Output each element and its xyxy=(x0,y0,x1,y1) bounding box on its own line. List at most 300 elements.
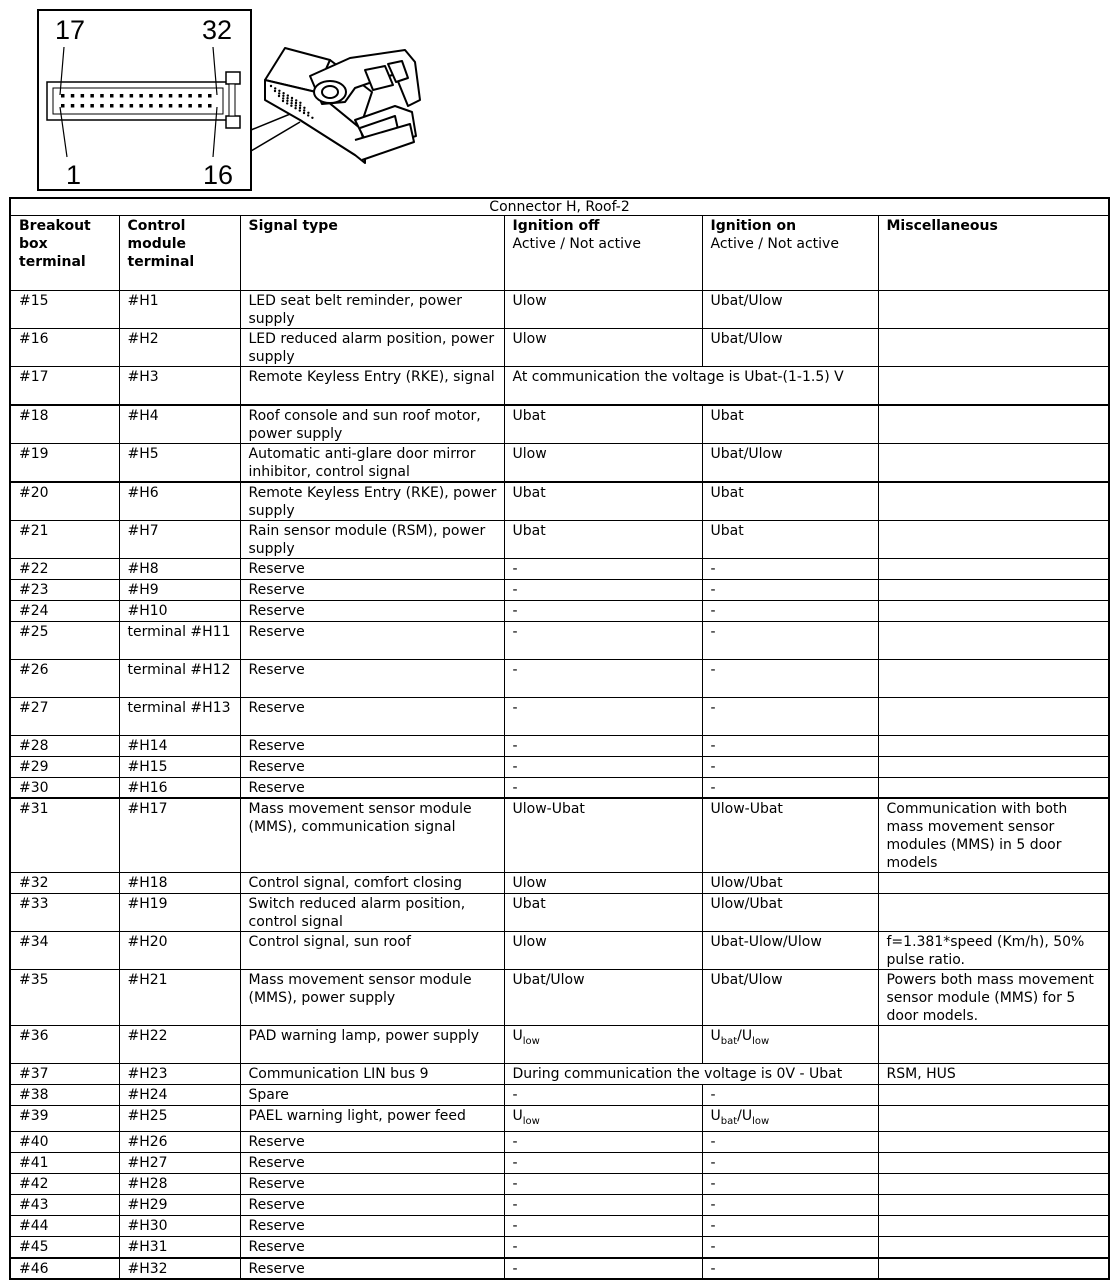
control-terminal-cell: #H27 xyxy=(119,1153,240,1174)
breakout-terminal-cell: #37 xyxy=(10,1064,119,1085)
miscellaneous-cell xyxy=(878,291,1109,329)
ignition-on-subscript: low xyxy=(752,1116,770,1127)
signal-type-cell: Control signal, sun roof xyxy=(240,932,504,970)
plug-pin-hole xyxy=(274,90,276,92)
ignition-on-base: U xyxy=(710,1028,721,1044)
connector-pin xyxy=(120,104,124,108)
ignition-on-cell: - xyxy=(702,1174,878,1195)
pin-label-1: 1 xyxy=(66,160,82,190)
plug-pin-hole xyxy=(299,102,301,104)
ignition-off-cell xyxy=(504,1026,702,1064)
ignition-off-cell: - xyxy=(504,1174,702,1195)
ignition-on-cell: - xyxy=(702,1258,878,1279)
miscellaneous-cell xyxy=(878,1258,1109,1279)
table-row xyxy=(10,443,1109,482)
miscellaneous-cell xyxy=(878,1085,1109,1106)
breakout-terminal-cell: #45 xyxy=(10,1237,119,1258)
control-terminal-cell: #H2 xyxy=(119,329,240,367)
ignition-off-cell: Ulow xyxy=(504,329,702,367)
table-row xyxy=(10,482,1109,521)
connector-pin xyxy=(120,94,124,98)
connector-diagram xyxy=(0,0,460,195)
ignition-on-cell: - xyxy=(702,600,878,621)
table-row xyxy=(10,1064,1109,1085)
table-row xyxy=(10,932,1109,970)
breakout-terminal-cell: #30 xyxy=(10,777,119,798)
ignition-on-cell: - xyxy=(702,697,878,735)
control-terminal-cell: #H28 xyxy=(119,1174,240,1195)
plug-pin-hole xyxy=(290,102,292,104)
header-breakout: Breakout box terminal xyxy=(10,216,119,291)
table-row xyxy=(10,367,1109,405)
breakout-terminal-cell: #44 xyxy=(10,1216,119,1237)
ignition-off-cell: - xyxy=(504,756,702,777)
breakout-terminal-cell: #43 xyxy=(10,1195,119,1216)
signal-type-cell: Remote Keyless Entry (RKE), signal xyxy=(240,367,504,405)
ignition-on-cell: - xyxy=(702,579,878,600)
table-row xyxy=(10,1026,1109,1064)
signal-type-cell: Communication LIN bus 9 xyxy=(240,1064,504,1085)
ignition-on-cell: Ulow/Ubat xyxy=(702,894,878,932)
signal-type-cell: Reserve xyxy=(240,579,504,600)
plug-pin-hole xyxy=(295,102,297,104)
control-terminal-cell: #H18 xyxy=(119,873,240,894)
ignition-span-cell: During communication the voltage is 0V - Ubat xyxy=(504,1064,878,1085)
plug-pin-hole xyxy=(286,100,288,102)
connector-pin xyxy=(188,94,192,98)
breakout-terminal-cell: #20 xyxy=(10,482,119,521)
table-body xyxy=(10,198,1109,1279)
control-terminal-cell: #H6 xyxy=(119,482,240,521)
ignition-on-cell xyxy=(702,1026,878,1064)
miscellaneous-cell xyxy=(878,558,1109,579)
connector-pin xyxy=(81,94,85,98)
control-terminal-cell: #H20 xyxy=(119,932,240,970)
ignition-on-separator: /U xyxy=(737,1108,753,1124)
ignition-off-base: U xyxy=(512,1108,523,1124)
ignition-on-cell: - xyxy=(702,756,878,777)
signal-type-cell: LED seat belt reminder, power supply xyxy=(240,291,504,329)
ignition-off-cell: Ulow xyxy=(504,443,702,482)
signal-type-cell: Reserve xyxy=(240,1195,504,1216)
table-title: Connector H, Roof-2 xyxy=(10,198,1109,216)
control-terminal-cell: #H10 xyxy=(119,600,240,621)
miscellaneous-cell xyxy=(878,520,1109,558)
connector-pin xyxy=(90,104,94,108)
miscellaneous-cell xyxy=(878,1026,1109,1064)
table-row xyxy=(10,1106,1109,1132)
ignition-on-cell: - xyxy=(702,1195,878,1216)
ignition-on-cell: - xyxy=(702,558,878,579)
signal-type-cell: PAD warning lamp, power supply xyxy=(240,1026,504,1064)
signal-type-cell: Reserve xyxy=(240,777,504,798)
control-terminal-cell: #H30 xyxy=(119,1216,240,1237)
connector-pin xyxy=(71,94,75,98)
ignition-off-base: U xyxy=(512,1028,523,1044)
ignition-off-subscript: low xyxy=(522,1116,540,1127)
breakout-terminal-cell: #25 xyxy=(10,621,119,659)
miscellaneous-cell xyxy=(878,482,1109,521)
ignition-off-cell: - xyxy=(504,1258,702,1279)
connector-pin xyxy=(198,94,202,98)
miscellaneous-cell xyxy=(878,756,1109,777)
ignition-on-subscript: low xyxy=(752,1036,770,1047)
miscellaneous-cell: Powers both mass movement sensor module (MMS) for 5 door models. xyxy=(878,970,1109,1026)
table-row xyxy=(10,1085,1109,1106)
ignition-off-cell xyxy=(504,1106,702,1132)
plug-pin-hole xyxy=(282,100,284,102)
connector-pin xyxy=(159,94,163,98)
signal-type-cell: Switch reduced alarm position, control signal xyxy=(240,894,504,932)
connector-pin xyxy=(208,94,212,98)
ignition-off-cell: - xyxy=(504,579,702,600)
header-control: Control module terminal xyxy=(119,216,240,291)
ignition-on-cell: - xyxy=(702,1132,878,1153)
control-terminal-cell: #H8 xyxy=(119,558,240,579)
breakout-terminal-cell: #26 xyxy=(10,659,119,697)
breakout-terminal-cell: #16 xyxy=(10,329,119,367)
connector-pin xyxy=(110,94,114,98)
plug-pin-hole xyxy=(303,109,305,111)
signal-type-cell: LED reduced alarm position, power supply xyxy=(240,329,504,367)
plug-pin-hole xyxy=(307,112,309,114)
control-terminal-cell: #H26 xyxy=(119,1132,240,1153)
ignition-on-cell xyxy=(702,1106,878,1132)
ignition-off-cell: Ulow-Ubat xyxy=(504,798,702,873)
signal-type-cell: Spare xyxy=(240,1085,504,1106)
control-terminal-cell: terminal #H12 xyxy=(119,659,240,697)
signal-type-cell: Roof console and sun roof motor, power supply xyxy=(240,405,504,444)
breakout-terminal-cell: #35 xyxy=(10,970,119,1026)
ignition-on-cell: - xyxy=(702,1216,878,1237)
connector-pin xyxy=(159,104,163,108)
table-row xyxy=(10,894,1109,932)
breakout-terminal-cell: #21 xyxy=(10,520,119,558)
table-row xyxy=(10,697,1109,735)
table-row xyxy=(10,777,1109,798)
plug-pin-hole xyxy=(295,99,297,101)
ignition-on-separator: /U xyxy=(737,1028,753,1044)
control-terminal-cell: #H21 xyxy=(119,970,240,1026)
control-terminal-cell: #H5 xyxy=(119,443,240,482)
control-terminal-cell: #H24 xyxy=(119,1085,240,1106)
ignition-on-cell: Ubat/Ulow xyxy=(702,329,878,367)
ignition-off-cell: - xyxy=(504,735,702,756)
breakout-terminal-cell: #15 xyxy=(10,291,119,329)
miscellaneous-cell xyxy=(878,405,1109,444)
miscellaneous-cell xyxy=(878,873,1109,894)
signal-type-cell: Reserve xyxy=(240,735,504,756)
header-ign-on-sub: Active / Not active xyxy=(710,236,839,252)
table-row xyxy=(10,291,1109,329)
connector-pin xyxy=(139,94,143,98)
table-row xyxy=(10,1237,1109,1258)
control-terminal-cell: terminal #H11 xyxy=(119,621,240,659)
connector-pin xyxy=(169,104,173,108)
connector-pin xyxy=(179,104,183,108)
miscellaneous-cell xyxy=(878,1132,1109,1153)
table-row xyxy=(10,600,1109,621)
ignition-off-cell: Ulow xyxy=(504,873,702,894)
signal-type-cell: Remote Keyless Entry (RKE), power supply xyxy=(240,482,504,521)
ignition-off-cell: - xyxy=(504,1132,702,1153)
ignition-on-cell: Ubat xyxy=(702,482,878,521)
breakout-terminal-cell: #28 xyxy=(10,735,119,756)
plug-pin-hole xyxy=(291,99,293,101)
miscellaneous-cell xyxy=(878,621,1109,659)
table-row xyxy=(10,756,1109,777)
connector-pin xyxy=(110,104,114,108)
ignition-on-cell: - xyxy=(702,659,878,697)
breakout-terminal-cell: #23 xyxy=(10,579,119,600)
ignition-off-cell: Ubat xyxy=(504,482,702,521)
ignition-on-cell: Ubat/Ulow xyxy=(702,970,878,1026)
signal-type-cell: Mass movement sensor module (MMS), communication signal xyxy=(240,798,504,873)
plug-pin-hole xyxy=(303,107,305,109)
control-terminal-cell: #H3 xyxy=(119,367,240,405)
plug-pin-hole xyxy=(287,94,289,96)
ignition-on-cell: Ubat xyxy=(702,520,878,558)
plug-pin-hole xyxy=(282,92,284,94)
control-terminal-cell: #H29 xyxy=(119,1195,240,1216)
breakout-terminal-cell: #29 xyxy=(10,756,119,777)
miscellaneous-cell xyxy=(878,1237,1109,1258)
connector-pin xyxy=(130,94,134,98)
breakout-terminal-cell: #17 xyxy=(10,367,119,405)
pin-label-32: 32 xyxy=(202,15,233,45)
connector-pin xyxy=(61,94,65,98)
control-terminal-cell: #H16 xyxy=(119,777,240,798)
ignition-on-subscript: bat xyxy=(720,1036,738,1047)
miscellaneous-cell xyxy=(878,443,1109,482)
signal-type-cell: PAEL warning light, power feed xyxy=(240,1106,504,1132)
miscellaneous-cell: f=1.381*speed (Km/h), 50% pulse ratio. xyxy=(878,932,1109,970)
connector-pin xyxy=(169,94,173,98)
header-ign-off xyxy=(504,216,702,291)
breakout-terminal-cell: #22 xyxy=(10,558,119,579)
ignition-on-cell: - xyxy=(702,1237,878,1258)
ignition-off-cell: - xyxy=(504,1216,702,1237)
ignition-on-subscript: bat xyxy=(720,1116,738,1127)
control-terminal-cell: #H17 xyxy=(119,798,240,873)
plug-pin-hole xyxy=(303,112,305,114)
header-ign-off-title: Ignition off xyxy=(512,218,600,234)
connector-pin xyxy=(149,94,153,98)
miscellaneous-cell xyxy=(878,1153,1109,1174)
connector-pin xyxy=(179,94,183,98)
control-terminal-cell: #H14 xyxy=(119,735,240,756)
table-row xyxy=(10,329,1109,367)
breakout-terminal-cell: #42 xyxy=(10,1174,119,1195)
pin-table xyxy=(9,197,1110,1280)
table-row xyxy=(10,520,1109,558)
control-terminal-cell: #H23 xyxy=(119,1064,240,1085)
ignition-on-cell: - xyxy=(702,621,878,659)
miscellaneous-cell xyxy=(878,579,1109,600)
table-row xyxy=(10,1216,1109,1237)
ignition-on-cell: - xyxy=(702,1085,878,1106)
plug-pin-hole xyxy=(286,97,288,99)
signal-type-cell: Reserve xyxy=(240,756,504,777)
ignition-off-cell: Ulow xyxy=(504,291,702,329)
ignition-off-cell: - xyxy=(504,1237,702,1258)
ignition-on-cell: Ulow/Ubat xyxy=(702,873,878,894)
header-ign-on xyxy=(702,216,878,291)
miscellaneous-cell xyxy=(878,1195,1109,1216)
plug-pin-hole xyxy=(282,97,284,99)
plug-pin-hole xyxy=(291,97,293,99)
miscellaneous-cell xyxy=(878,894,1109,932)
ignition-off-cell: - xyxy=(504,659,702,697)
table-row xyxy=(10,621,1109,659)
breakout-terminal-cell: #33 xyxy=(10,894,119,932)
plug-pin-hole xyxy=(278,92,280,94)
control-terminal-cell: terminal #H13 xyxy=(119,697,240,735)
signal-type-cell: Rain sensor module (RSM), power supply xyxy=(240,520,504,558)
table-row xyxy=(10,405,1109,444)
table-row xyxy=(10,558,1109,579)
table-row xyxy=(10,1153,1109,1174)
signal-type-cell: Reserve xyxy=(240,659,504,697)
signal-type-cell: Reserve xyxy=(240,1174,504,1195)
breakout-terminal-cell: #32 xyxy=(10,873,119,894)
ignition-off-cell: Ubat xyxy=(504,894,702,932)
plug-pin-hole xyxy=(270,85,272,87)
connector-pin xyxy=(149,104,153,108)
ignition-on-cell: Ubat/Ulow xyxy=(702,291,878,329)
table-row xyxy=(10,1195,1109,1216)
table-row xyxy=(10,873,1109,894)
pin-label-16: 16 xyxy=(203,160,234,190)
connector-pin xyxy=(198,104,202,108)
control-terminal-cell: #H31 xyxy=(119,1237,240,1258)
ignition-off-cell: - xyxy=(504,600,702,621)
signal-type-cell: Reserve xyxy=(240,1153,504,1174)
plug-pin-hole xyxy=(299,104,301,106)
control-terminal-cell: #H9 xyxy=(119,579,240,600)
ignition-on-cell: - xyxy=(702,1153,878,1174)
ignition-off-cell: - xyxy=(504,1085,702,1106)
header-misc: Miscellaneous xyxy=(878,216,1109,291)
breakout-terminal-cell: #41 xyxy=(10,1153,119,1174)
table-row xyxy=(10,1174,1109,1195)
breakout-terminal-cell: #31 xyxy=(10,798,119,873)
plug-pin-hole xyxy=(295,104,297,106)
breakout-terminal-cell: #27 xyxy=(10,697,119,735)
signal-type-cell: Automatic anti-glare door mirror inhibitor, control signal xyxy=(240,443,504,482)
signal-type-cell: Reserve xyxy=(240,1216,504,1237)
ignition-off-cell: - xyxy=(504,621,702,659)
miscellaneous-cell xyxy=(878,600,1109,621)
table-row xyxy=(10,659,1109,697)
ignition-on-cell: Ubat/Ulow xyxy=(702,443,878,482)
connector-pin xyxy=(81,104,85,108)
control-terminal-cell: #H7 xyxy=(119,520,240,558)
ignition-off-cell: Ubat xyxy=(504,405,702,444)
header-ign-off-sub: Active / Not active xyxy=(512,236,641,252)
control-terminal-cell: #H32 xyxy=(119,1258,240,1279)
plug-pin-hole xyxy=(299,109,301,111)
ignition-span-cell: At communication the voltage is Ubat-(1-1.5) V xyxy=(504,367,878,405)
plug-pin-hole xyxy=(294,107,296,109)
connector-pin xyxy=(130,104,134,108)
miscellaneous-cell xyxy=(878,1216,1109,1237)
control-terminal-cell: #H19 xyxy=(119,894,240,932)
signal-type-cell: Mass movement sensor module (MMS), power supply xyxy=(240,970,504,1026)
breakout-terminal-cell: #19 xyxy=(10,443,119,482)
ignition-on-cell: - xyxy=(702,735,878,756)
control-terminal-cell: #H22 xyxy=(119,1026,240,1064)
connector-pin xyxy=(90,94,94,98)
signal-type-cell: Reserve xyxy=(240,600,504,621)
ignition-off-cell: - xyxy=(504,697,702,735)
plug-pin-hole xyxy=(278,95,280,97)
plug-pin-hole xyxy=(274,87,276,89)
pin-label-17: 17 xyxy=(55,15,86,45)
miscellaneous-cell: RSM, HUS xyxy=(878,1064,1109,1085)
breakout-terminal-cell: #39 xyxy=(10,1106,119,1132)
ignition-on-base: U xyxy=(710,1108,721,1124)
control-terminal-cell: #H1 xyxy=(119,291,240,329)
breakout-terminal-cell: #24 xyxy=(10,600,119,621)
plug-pin-hole xyxy=(290,105,292,107)
plug-pin-hole xyxy=(307,114,309,116)
miscellaneous-cell xyxy=(878,735,1109,756)
connector-pin xyxy=(100,104,104,108)
connector-pin xyxy=(188,104,192,108)
breakout-terminal-cell: #36 xyxy=(10,1026,119,1064)
table-header-row xyxy=(10,216,1109,291)
ignition-off-cell: Ulow xyxy=(504,932,702,970)
breakout-terminal-cell: #40 xyxy=(10,1132,119,1153)
ignition-on-cell: Ubat-Ulow/Ulow xyxy=(702,932,878,970)
table-title-row xyxy=(10,198,1109,216)
signal-type-cell: Reserve xyxy=(240,1258,504,1279)
table-row xyxy=(10,1258,1109,1279)
signal-type-cell: Reserve xyxy=(240,558,504,579)
ignition-off-cell: - xyxy=(504,1153,702,1174)
control-terminal-cell: #H4 xyxy=(119,405,240,444)
miscellaneous-cell: Communication with both mass movement sensor modules (MMS) in 5 door models xyxy=(878,798,1109,873)
connector-pin xyxy=(208,104,212,108)
table-row xyxy=(10,1132,1109,1153)
connector-pin xyxy=(139,104,143,108)
ignition-off-cell: - xyxy=(504,777,702,798)
header-signal: Signal type xyxy=(240,216,504,291)
ignition-on-cell: - xyxy=(702,777,878,798)
connector-plug-illustration xyxy=(265,48,420,163)
ignition-on-cell: Ubat xyxy=(702,405,878,444)
breakout-terminal-cell: #18 xyxy=(10,405,119,444)
miscellaneous-cell xyxy=(878,367,1109,405)
breakout-terminal-cell: #38 xyxy=(10,1085,119,1106)
signal-type-cell: Reserve xyxy=(240,621,504,659)
connector-pin xyxy=(71,104,75,108)
signal-type-cell: Reserve xyxy=(240,1237,504,1258)
miscellaneous-cell xyxy=(878,1106,1109,1132)
miscellaneous-cell xyxy=(878,659,1109,697)
plug-pin-hole xyxy=(278,90,280,92)
signal-type-cell: Reserve xyxy=(240,1132,504,1153)
breakout-terminal-cell: #46 xyxy=(10,1258,119,1279)
table-row xyxy=(10,798,1109,873)
connector-pin xyxy=(100,94,104,98)
control-terminal-cell: #H25 xyxy=(119,1106,240,1132)
miscellaneous-cell xyxy=(878,777,1109,798)
ignition-off-cell: - xyxy=(504,558,702,579)
table-row xyxy=(10,735,1109,756)
breakout-terminal-cell: #34 xyxy=(10,932,119,970)
